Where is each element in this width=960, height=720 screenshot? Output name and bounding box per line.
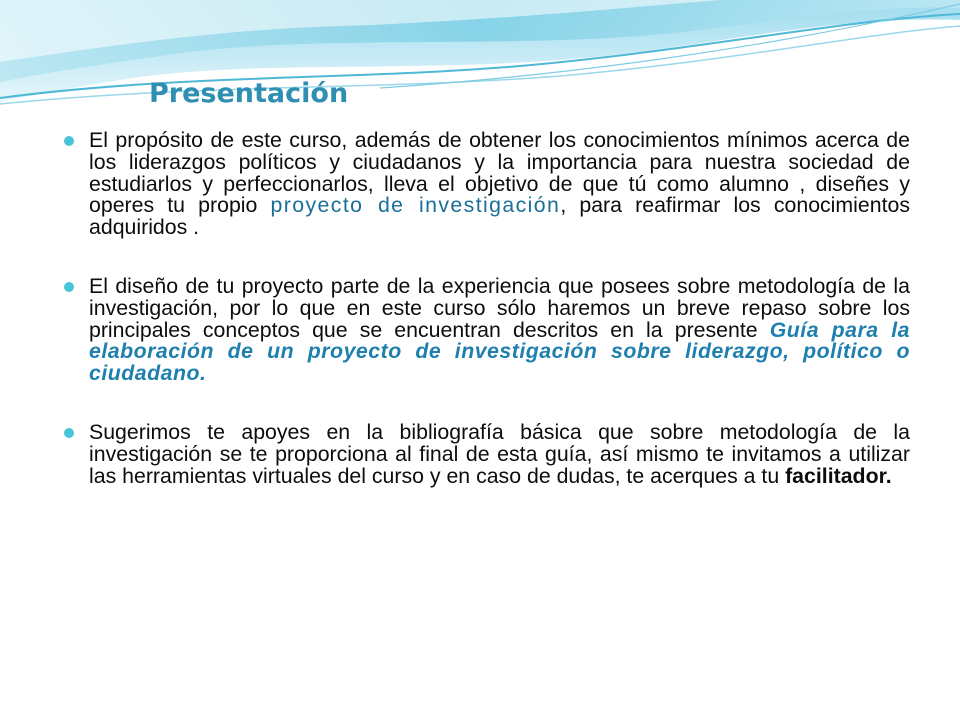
bullet-paragraph-1 xyxy=(60,130,910,239)
paragraph-1-text: El propósito de este curso, además de obtener los conocimientos mínimos acerca de los liderazgos políticos y ciudadanos y la importancia para nuestra sociedad de estudiarlos y perfeccionarlos, lleva el objetivo de que tú como alumno , diseñes y operes tu propio xyxy=(89,128,910,218)
bullet-paragraph-2 xyxy=(60,273,910,386)
bullet-paragraph-3 xyxy=(60,419,910,488)
paragraph-3-bold: facilitador. xyxy=(785,463,892,488)
paragraph-2-highlight: Guía para la elaboración de un proyecto de investigación sobre liderazgo, político o ciudadano. xyxy=(89,317,910,386)
slide-title: Presentación xyxy=(149,78,349,109)
bullet-dot-icon xyxy=(64,428,74,438)
bullet-dot-icon xyxy=(64,282,74,292)
slide-body xyxy=(60,130,910,524)
paragraph-1-text-end: , para reafirmar los conocimientos adquiridos . xyxy=(89,193,910,240)
paragraph-1-highlight: proyecto de investigación xyxy=(270,193,561,218)
bullet-dot-icon xyxy=(64,136,74,146)
paragraph-2-text: El diseño de tu proyecto parte de la experiencia que posees sobre metodología de la investigación, por lo que en este curso sólo haremos un breve repaso sobre los principales conceptos que se encuentran descritos en la presente xyxy=(89,273,910,342)
header-wave-decoration xyxy=(0,0,960,130)
paragraph-3-text: Sugerimos te apoyes en la bibliografía básica que sobre metodología de la investigación se te proporciona al final de esta guía, así mismo te invitamos a utilizar las herramientas virtuales del curso y en caso de dudas, te acerques a tu xyxy=(89,419,910,488)
